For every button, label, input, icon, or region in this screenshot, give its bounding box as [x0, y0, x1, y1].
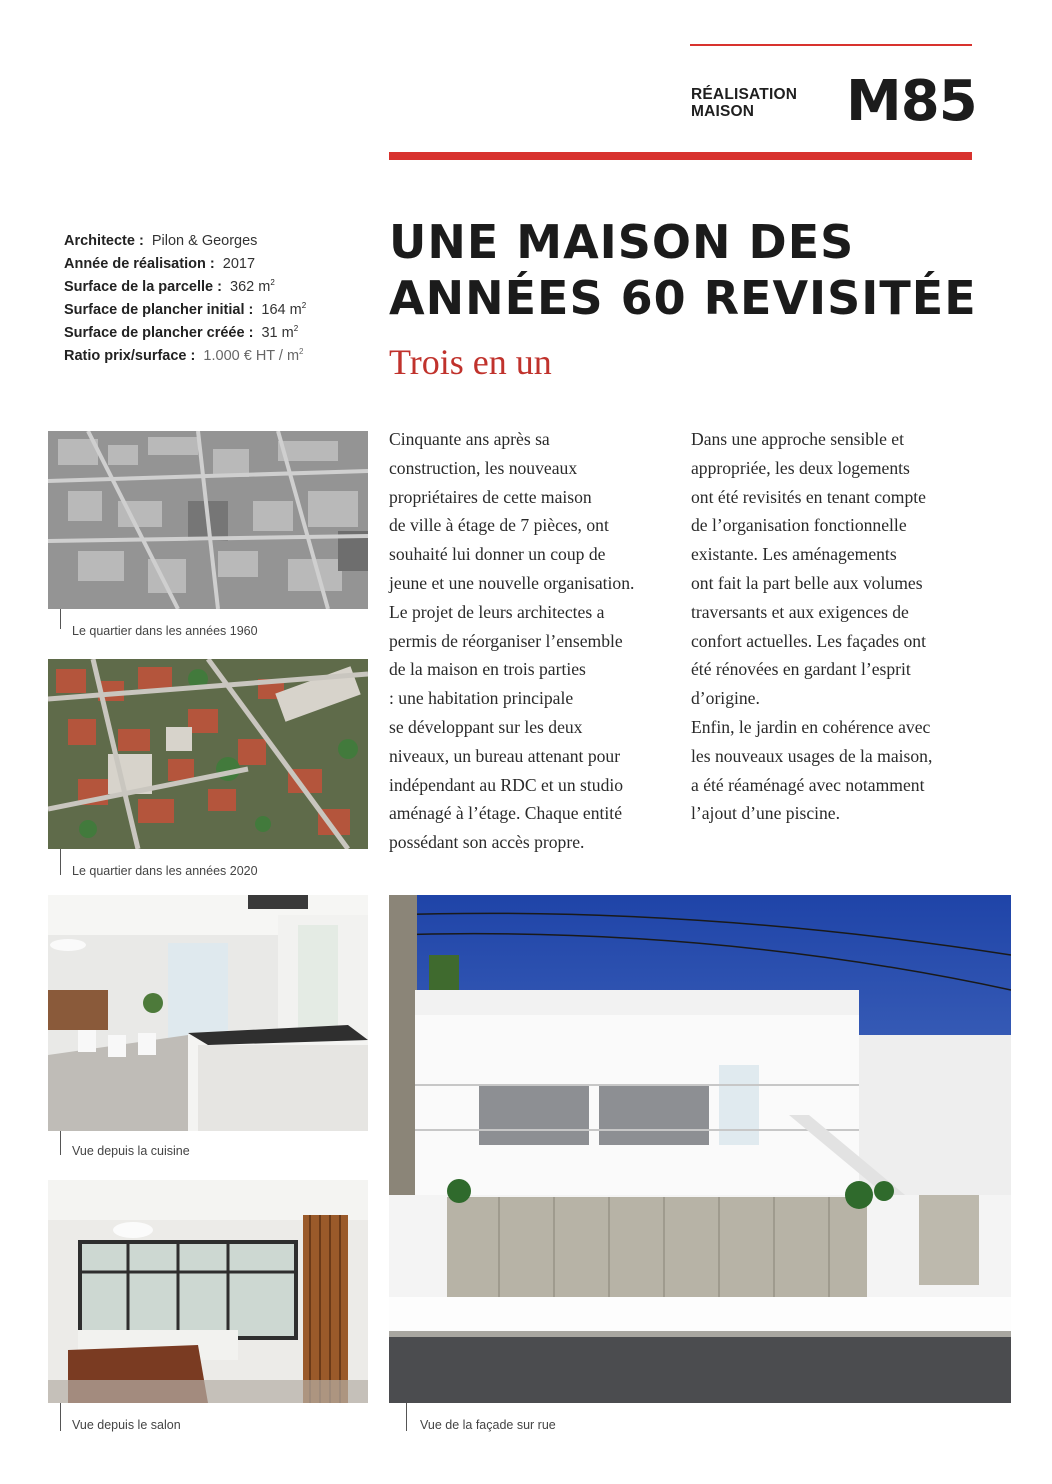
header-accent-bar: [389, 152, 972, 160]
spec-label: Surface de plancher initial :: [64, 302, 254, 318]
spec-initial-floor-area: [64, 299, 306, 322]
spec-created-floor-area: [64, 322, 306, 345]
title-line-2: ANNÉES 60 REVISITÉE: [389, 271, 977, 325]
spec-plot-area: [64, 276, 306, 299]
spec-value: 31 m: [261, 325, 294, 341]
brand-logo: M85: [846, 69, 977, 134]
project-specs: [64, 230, 306, 368]
aerial-photo-1960: [48, 431, 368, 609]
living-room-caption: Vue depuis le salon: [72, 1418, 181, 1432]
kitchen-caption: Vue depuis la cuisine: [72, 1144, 190, 1158]
spec-label: Année de réalisation :: [64, 256, 215, 272]
unit-exponent: 2: [299, 347, 304, 356]
body-paragraph: Cinquante ans après sa construction, les nouveaux propriétaires de cette maison de ville à étage de 7 pièces, ont souhaité lui donner un coup de jeune et une nouvelle organisation. Le projet de leurs architectes a permis de réorganiser l’ensemble de la maison en trois parties : une habitation principale se développant sur les deux niveaux, un bureau attenant pour indépendant au RDC et un studio aménagé à l’étage. Chaque entité possédant son accès propre.: [389, 429, 635, 853]
caption-marker: [60, 1403, 61, 1431]
spec-value: 362 m: [230, 279, 271, 295]
aerial-photo-2020: [48, 659, 368, 849]
unit-exponent: 2: [270, 278, 275, 287]
section-kicker: [691, 86, 797, 120]
spec-value: Pilon & Georges: [151, 233, 258, 249]
spec-label: Surface de la parcelle :: [64, 279, 222, 295]
spec-price-ratio: [64, 345, 306, 368]
kicker-line-2: MAISON: [691, 103, 755, 120]
caption-marker: [406, 1403, 407, 1431]
facade-caption: Vue de la façade sur rue: [420, 1418, 556, 1432]
spec-value: 1.000 € HT / m: [203, 348, 300, 364]
spec-year: [64, 253, 306, 276]
facade-photo: [389, 895, 1011, 1403]
caption-marker: [60, 1131, 61, 1155]
body-column-2: [691, 425, 979, 828]
article-subtitle: Trois en un: [389, 342, 552, 382]
top-accent-rule: [690, 44, 972, 46]
spec-label: Architecte :: [64, 233, 144, 249]
aerial-1960-caption: Le quartier dans les années 1960: [72, 624, 258, 638]
caption-marker: [60, 849, 61, 875]
unit-exponent: 2: [293, 324, 299, 333]
kitchen-photo: [48, 895, 368, 1131]
spec-architect: [64, 230, 306, 253]
title-line-1: UNE MAISON DES: [389, 215, 855, 269]
body-paragraph: Dans une approche sensible et appropriée, les deux logements ont été revisités en tenant compte de l’organisation fonctionnelle existante. Les aménagements ont fait la part belle aux volumes traversants et aux exigences de confort actuelles. Les façades ont été rénovées en gardant l’esprit d’origine. Enfin, le jardin en cohérence avec les nouveaux usages de la maison, a été réaménagé avec notamment l’ajout d’une piscine.: [691, 429, 933, 824]
kicker-line-1: RÉALISATION: [691, 86, 798, 103]
caption-marker: [60, 609, 61, 629]
unit-exponent: 2: [301, 301, 307, 310]
article-title: [389, 214, 1009, 326]
living-room-photo: [48, 1180, 368, 1403]
body-column-1: [389, 425, 677, 857]
spec-value: 164 m: [261, 302, 302, 318]
spec-value: 2017: [222, 256, 256, 272]
aerial-2020-caption: Le quartier dans les années 2020: [72, 864, 258, 878]
spec-label: Ratio prix/surface :: [64, 348, 196, 364]
spec-label: Surface de plancher créée :: [64, 325, 254, 341]
